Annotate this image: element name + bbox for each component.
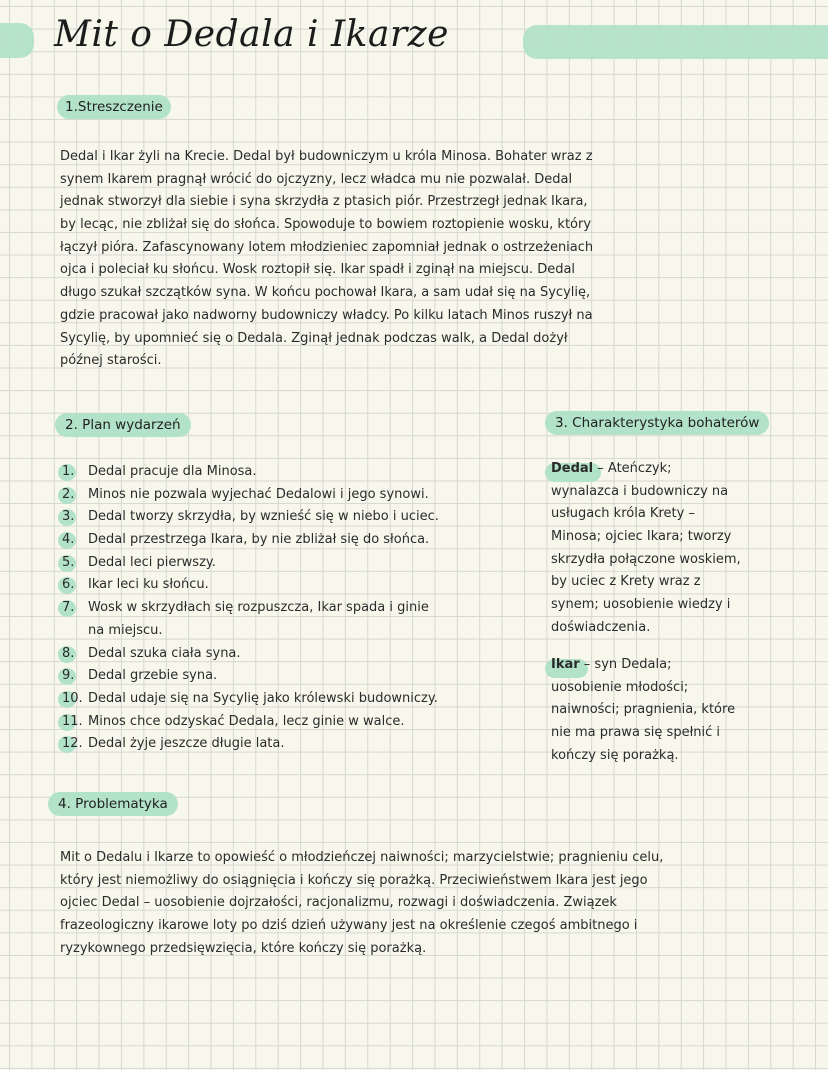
item-text: Minos chce odzyskać Dedala, lecz ginie w walce. xyxy=(88,713,405,729)
list-item xyxy=(62,506,439,529)
text-line: synem; uosobienie wiedzy i xyxy=(551,597,731,613)
character-epithet: – syn Dedala; xyxy=(579,657,672,672)
item-number: 9. xyxy=(62,665,88,688)
item-number: 12. xyxy=(62,733,88,756)
text-line: usługach króla Krety – xyxy=(551,506,695,522)
item-number: 8. xyxy=(62,643,88,666)
list-item xyxy=(62,552,439,575)
text-line: uosobienie młodości; xyxy=(551,679,689,695)
item-number: 1. xyxy=(62,461,88,484)
item-text: Dedal pracuje dla Minosa. xyxy=(88,464,257,479)
text-line: skrzydła połączone woskiem, xyxy=(551,551,741,567)
item-text: Dedal szuka ciała syna. xyxy=(88,645,241,661)
item-text: Dedal przestrzega Ikara, by nie zbliżał się do słońca. xyxy=(88,532,430,548)
item-number: 3. xyxy=(62,506,88,529)
text-line: jednak stworzył dla siebie i syna skrzydła z ptasich piór. Przestrzegł jednak Ikara, xyxy=(60,194,588,210)
title-highlight-left xyxy=(0,23,34,58)
text-line: doświadczenia. xyxy=(551,619,651,635)
text-line: długo szukał szczątków syna. W końcu pochował Ikara, a sam udał się na Sycylię, xyxy=(60,285,591,301)
page-title: Mit o Dedala i Ikarze xyxy=(54,14,449,55)
summary-paragraph xyxy=(60,146,593,373)
text-line: synem Ikarem pragnął wrócić do ojczyzny, lecz władca mu nie pozwalał. Dedal xyxy=(60,171,573,187)
text-line: nie ma prawa się spełnić i xyxy=(551,725,721,741)
character-ikar xyxy=(551,654,735,767)
text-line: by lecąc, nie zbliżał się do słońca. Spowoduje to bowiem roztopienie wosku, który xyxy=(60,217,592,233)
text-line: ryzykownego przedsięwzięcia, które kończy się porażką. xyxy=(60,940,427,956)
list-item xyxy=(62,461,439,484)
problems-paragraph xyxy=(60,847,663,960)
text-line: kończy się porażką. xyxy=(551,747,679,763)
list-item xyxy=(62,597,439,620)
list-item xyxy=(62,665,439,688)
section-heading-characters: 3. Charakterystyka bohaterów xyxy=(545,411,769,435)
item-text: Dedal udaje się na Sycylię jako królewski budowniczy. xyxy=(88,690,438,706)
list-item xyxy=(62,643,439,666)
item-text: Minos nie pozwala wyjechać Dedalowi i jego synowi. xyxy=(88,486,429,502)
text-line: Dedal i Ikar żyli na Krecie. Dedal był budowniczym u króla Minosa. Bohater wraz z xyxy=(60,149,593,164)
list-item-continuation: na miejscu. xyxy=(88,622,163,638)
text-line: Sycylię, by upomnieć się o Dedala. Zginął jednak podczas walk, a Dedal dożył xyxy=(60,330,568,346)
character-name: Dedal xyxy=(551,461,594,476)
plan-list xyxy=(62,461,439,756)
section-heading-plan: 2. Plan wydarzeń xyxy=(55,413,191,437)
item-number: 6. xyxy=(62,574,88,597)
list-item xyxy=(62,574,439,597)
list-item xyxy=(62,688,439,711)
text-line: naiwności; pragnienia, które xyxy=(551,702,736,718)
text-line: łączył pióra. Zafascynowany lotem młodzieniec zapomniał jednak o ostrzeżeniach xyxy=(60,239,594,255)
text-line: późnej starości. xyxy=(60,353,162,369)
character-dedal xyxy=(551,458,741,640)
text-line: ojciec Dedal – uosobienie dojrzałości, racjonalizmu, rozwagi i doświadczenia. Związek xyxy=(60,895,617,911)
character-epithet: – Ateńczyk; xyxy=(593,461,672,476)
text-line: by uciec z Krety wraz z xyxy=(551,574,701,590)
text-line: Mit o Dedalu i Ikarze to opowieść o młodzieńczej naiwności; marzycielstwie; pragnieniu celu, xyxy=(60,850,664,865)
character-name: Ikar xyxy=(551,657,580,672)
item-number: 2. xyxy=(62,484,88,507)
character-intro xyxy=(551,458,741,481)
text-line: gdzie pracował jako nadworny budowniczy władcy. Po kilku latach Minos ruszył na xyxy=(60,307,593,323)
title-highlight-right xyxy=(523,25,828,59)
item-number: 5. xyxy=(62,552,88,575)
list-item xyxy=(62,529,439,552)
item-number: 11. xyxy=(62,711,88,734)
item-number: 10. xyxy=(62,688,88,711)
list-item xyxy=(62,733,439,756)
text-line: wynalazca i budowniczy na xyxy=(551,483,729,499)
text-line: Minosa; ojciec Ikara; tworzy xyxy=(551,529,732,545)
section-heading-problems: 4. Problematyka xyxy=(48,792,178,816)
item-number: 4. xyxy=(62,529,88,552)
list-item xyxy=(62,484,439,507)
item-text: Ikar leci ku słońcu. xyxy=(88,577,209,593)
item-text: Dedal grzebie syna. xyxy=(88,668,218,684)
text-line: ojca i poleciał ku słońcu. Wosk roztopił się. Ikar spadł i zginął na miejscu. Dedal xyxy=(60,262,576,278)
item-number: 7. xyxy=(62,597,88,620)
item-text: Wosk w skrzydłach się rozpuszcza, Ikar spada i ginie xyxy=(88,600,429,616)
list-item xyxy=(62,711,439,734)
text-line: frazeologiczny ikarowe loty po dziś dzień używany jest na określenie czegoś ambitnego i xyxy=(60,918,638,934)
section-heading-summary: 1.Streszczenie xyxy=(57,95,171,119)
character-intro xyxy=(551,654,735,677)
item-text: Dedal tworzy skrzydła, by wznieść się w niebo i uciec. xyxy=(88,509,439,525)
item-text: Dedal żyje jeszcze długie lata. xyxy=(88,736,285,752)
text-line: który jest niemożliwy do osiągnięcia i kończy się porażką. Przeciwieństwem Ikara jest jego xyxy=(60,872,648,888)
item-text: Dedal leci pierwszy. xyxy=(88,554,216,570)
